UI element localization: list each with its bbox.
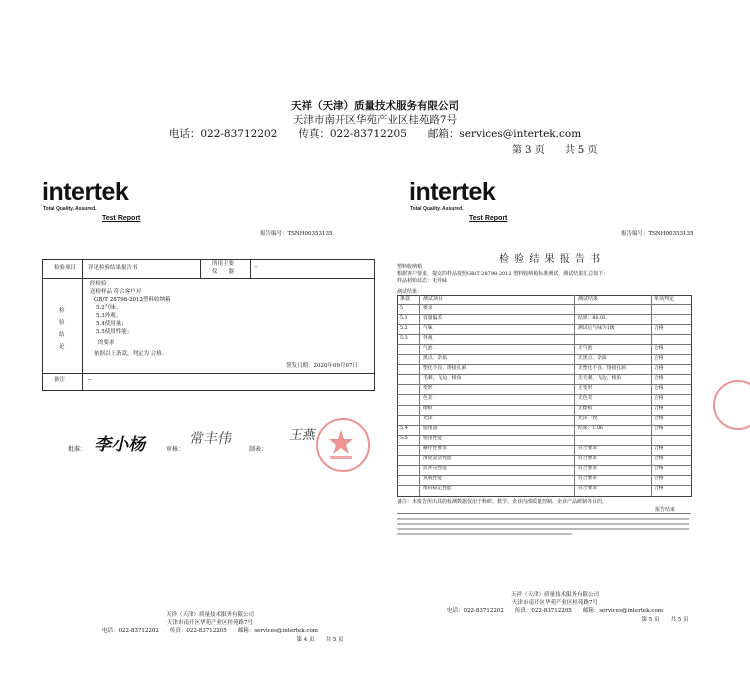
table-cell: 无毛刺、飞边、棱角: [578, 375, 622, 381]
row-divider: [397, 485, 691, 486]
footer-address: 天津市南开区华苑产业区桂苑路7号: [511, 600, 598, 606]
table-cell: 符合要求: [578, 476, 598, 482]
row-divider: [397, 465, 691, 466]
table-cell: 合格: [654, 375, 664, 381]
table-cell: 合格: [654, 416, 664, 422]
table-cell: 结果：80.0L: [578, 315, 607, 321]
table-cell: 使用性能: [423, 436, 443, 442]
conclusion-line: 5.4使用量；: [96, 321, 127, 327]
right-report-page: [395, 168, 735, 648]
row-divider: [397, 364, 691, 365]
column-header: 条款: [400, 296, 411, 302]
results-label: 测试结果：: [397, 289, 423, 295]
logo-tagline: Total Quality. Assured.: [410, 206, 464, 212]
footer-company: 天祥（天津）质量技术服务有限公司: [510, 592, 599, 598]
table-cell: 使用量: [423, 426, 438, 432]
row-divider: [397, 445, 691, 446]
table-cell: 光泽一致: [578, 416, 598, 422]
footer-page: 第 4 页 共 5 页: [296, 637, 344, 643]
review-label: 审核：: [166, 446, 185, 453]
table-cell: 合格: [654, 426, 664, 432]
table-cell: 色差: [423, 395, 433, 401]
company-contact: 电话：022-83712202 传真：022-83712205 邮箱：services@intertek.com: [168, 128, 582, 140]
row-divider: [397, 324, 691, 325]
conclusion-line: 送检样品 符合客户对: [90, 289, 142, 295]
equipment-label: 所用主要: [212, 261, 235, 267]
table-cell: 5.4: [400, 426, 408, 432]
equipment-value: --: [254, 264, 258, 270]
table-cell: 合格: [654, 395, 664, 401]
row-divider: [397, 475, 691, 476]
test-basis: 根据客户要求，提交的样品按照GB/T 28798-2012 塑料收纳箱标准测试，测试结果汇总如下：: [397, 271, 609, 277]
table-cell: 5: [400, 305, 404, 311]
table-cell: 符合要求: [578, 486, 598, 492]
table-cell: 变形: [423, 385, 433, 391]
product-name: 塑料收纳箱: [397, 264, 423, 270]
table-cell: 合格: [654, 456, 664, 462]
preparer-signature: 王燕: [288, 428, 317, 443]
conclusion-line: 依据以上条款，判定为 合格。: [94, 351, 168, 357]
table-cell: 合格: [654, 406, 664, 412]
company-address: 天津市南开区华苑产业区桂苑路7号: [292, 114, 458, 126]
conclusion-label-4: 论: [59, 344, 65, 350]
conclusion-line: GB/T 28798-2012塑料收纳箱: [94, 297, 171, 303]
table-cell: 无变形: [578, 385, 593, 391]
table-cell: 5.1: [400, 315, 408, 321]
footer-company: 天祥（天津）质量技术服务有限公司: [165, 612, 254, 618]
report-number: 报告编号：TSNH00353135: [260, 231, 333, 237]
table-cell: 5.2: [400, 325, 408, 331]
row-divider: [397, 405, 691, 406]
table-cell: 合格: [654, 355, 664, 361]
table-cell: 抗冲击性能: [423, 466, 447, 472]
sample-state: 样品初始状态：无异味: [397, 278, 448, 284]
remark-label: 备注: [54, 377, 66, 383]
table-cell: 容量偏差: [423, 315, 443, 321]
report-end: 报告结束: [655, 507, 676, 513]
table-cell: 符合要求: [578, 446, 598, 452]
intertek-logo: intertek: [42, 178, 129, 206]
equipment-label-2: 仪 器: [212, 269, 235, 275]
row-divider: [397, 425, 691, 426]
conclusion-line: 经检验: [90, 281, 107, 287]
column-header: 测试项目: [423, 296, 444, 302]
logo-tagline: Total Quality. Assured.: [43, 206, 97, 212]
table-cell: 塑化不良、熔接孔洞: [423, 365, 467, 371]
table-cell: 5.3: [400, 335, 408, 341]
table-cell: 毛刺、飞边、棱角: [423, 375, 462, 381]
conclusion-label-1: 检: [59, 308, 65, 314]
table-cell: 无擦痕: [578, 406, 593, 412]
table-cell: 合格: [654, 486, 664, 492]
table-cell: 无气泡: [578, 345, 593, 351]
table-cell: 合格: [654, 345, 664, 351]
approver-signature: 李小杨: [93, 435, 149, 455]
row-divider: [397, 415, 691, 416]
prepare-label: 制表：: [249, 446, 268, 453]
table-cell: 黑点、杂质: [423, 355, 447, 361]
item-value: 详见检验结果报告书: [88, 265, 138, 271]
table-cell: 擦痕: [423, 406, 433, 412]
table-cell: 无塑化不良、熔接孔洞: [578, 365, 626, 371]
table-cell: 气味: [423, 325, 433, 331]
column-header: 测试结果: [578, 296, 599, 302]
table-cell: 符合要求: [578, 466, 598, 472]
table-cell: 气泡: [423, 345, 433, 351]
conclusion-label-2: 验: [59, 320, 65, 326]
table-cell: 负载性能: [423, 476, 443, 482]
row-divider: [397, 455, 691, 456]
row-divider: [397, 374, 691, 375]
conclusion-line: 5.5使用性能；: [96, 329, 133, 335]
table-cell: 光泽: [423, 416, 433, 422]
row-divider: [397, 344, 691, 345]
table-cell: 要求: [423, 305, 433, 311]
reviewer-signature: 常丰伟: [188, 431, 234, 447]
footer-contact: 电话：022-83712202 传真：022-83712205 邮箱：services@intertek.com: [447, 608, 663, 614]
table-cell: -: [654, 315, 656, 321]
table-cell: 合格: [654, 385, 664, 391]
footer-contact: 电话：022-83712202 传真：022-83712205 邮箱：services@intertek.com: [102, 628, 318, 634]
row-divider: [397, 394, 691, 395]
row-divider: [397, 354, 691, 355]
table-cell: 无色差: [578, 395, 593, 401]
sign-date: 签发日期：2020年09月07日: [286, 363, 358, 369]
page-number: 第 3 页 共 5 页: [512, 145, 598, 156]
table-cell: 合格: [654, 365, 664, 371]
table-cell: 滑轮灵活性能: [423, 456, 452, 462]
table-cell: 测试后气味为1级: [578, 325, 615, 331]
report-remark: 备注：本报告所出具的检测数据仅用于科研、教学、企业内部质量控制、企业产品研制等目的。: [397, 499, 608, 505]
item-label: 检验项目: [54, 265, 77, 271]
row-divider: [397, 314, 691, 315]
row-divider: [397, 304, 691, 305]
conclusion-line: 的要求: [98, 340, 115, 346]
table-cell: 外观: [423, 335, 433, 341]
approve-label: 批准：: [68, 446, 87, 453]
table-cell: 堆码稳定性能: [423, 486, 452, 492]
row-divider: [397, 435, 691, 436]
conclusion-label-3: 结: [59, 332, 65, 338]
official-stamp: [316, 418, 370, 472]
report-number: 报告编号：TSNH00353135: [621, 231, 694, 237]
table-cell: 结果：1.06: [578, 426, 604, 432]
table-cell: 合格: [654, 446, 664, 452]
report-title: Test Report: [102, 215, 141, 222]
table-cell: 合格: [654, 325, 664, 331]
table-cell: 操作性要求: [423, 446, 447, 452]
remark-value: --: [88, 377, 92, 383]
table-cell: 符合要求: [578, 456, 598, 462]
conclusion-line: 5.2气味；: [96, 305, 122, 311]
footer-address: 天津市南开区华苑产业区桂苑路7号: [166, 620, 253, 626]
company-name: 天祥（天津）质量技术服务有限公司: [291, 100, 459, 112]
left-report-page: [40, 168, 380, 648]
report-title: Test Report: [469, 215, 508, 222]
table-cell: 无黑点、杂质: [578, 355, 607, 361]
official-stamp: [713, 380, 750, 430]
column-header: 单项判定: [654, 296, 675, 302]
conclusion-line: 5.3外观；: [96, 313, 122, 319]
intertek-logo: intertek: [409, 178, 496, 206]
table-cell: 合格: [654, 476, 664, 482]
table-cell: 合格: [654, 466, 664, 472]
row-divider: [397, 384, 691, 385]
results-heading: 检 验 结 果 报 告 书: [499, 254, 602, 265]
table-cell: 5.5: [400, 436, 408, 442]
footer-page: 第 5 页 共 5 页: [641, 617, 689, 623]
row-divider: [397, 334, 691, 335]
fine-print-disclaimer: [397, 517, 689, 539]
